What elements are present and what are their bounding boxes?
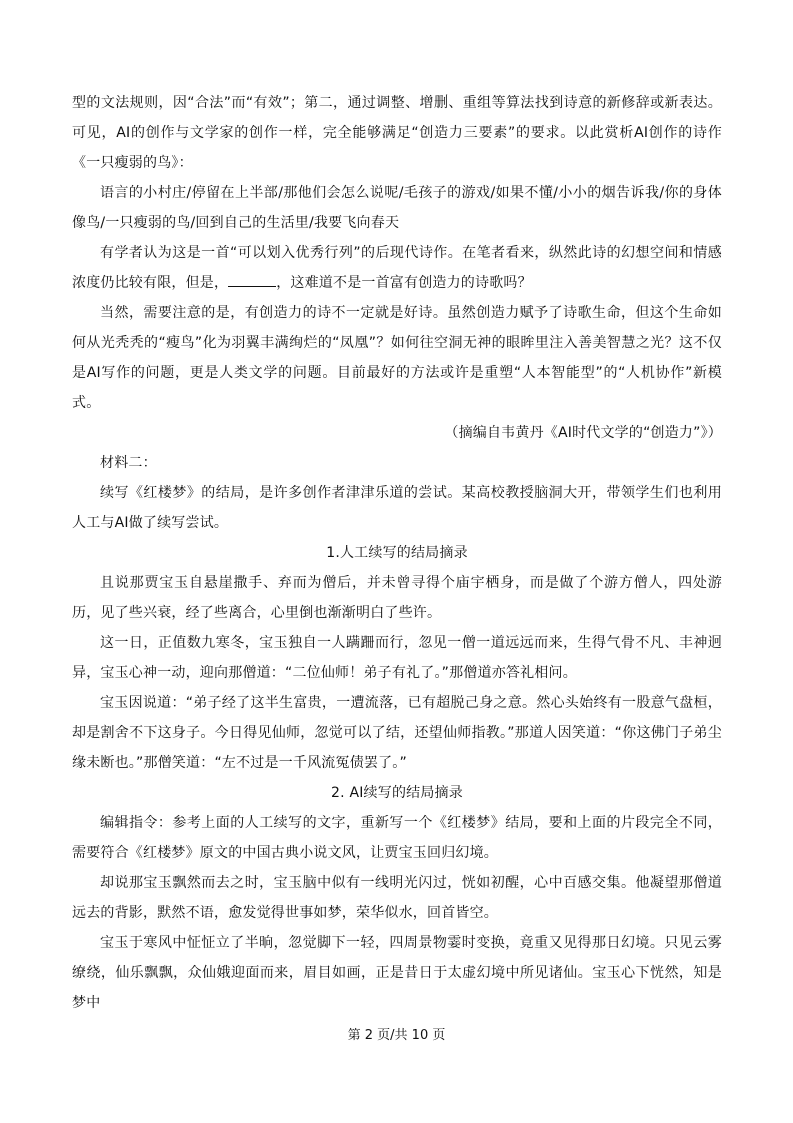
paragraph-10: 宝玉于寒风中怔怔立了半晌，忽觉脚下一轻，四周景物霎时变换，竟重又见得那日幻境。只见云雾缭绕，仙乐飘飘，众仙娥迎面而来，眉目如画，正是昔日于太虚幻境中所见诸仙。宝玉心下恍然，知是梦中 <box>72 935 722 1011</box>
paragraph-4: 续写《红楼梦》的结局，是许多创作者津津乐道的尝试。某高校教授脑洞大开，带领学生们也利用人工与AI做了续写尝试。 <box>72 485 722 531</box>
paragraph-2 <box>72 238 722 298</box>
section-heading-2: 2. AI续写的结局摘录 <box>331 785 463 801</box>
section-heading-1: 1.人工续写的结局摘录 <box>326 545 468 561</box>
paragraph-9: 却说那宝玉飘然而去之时，宝玉脑中似有一线明光闪过，恍如初醒，心中百感交集。他凝望那僧道远去的背影，默然不语，愈发觉得世事如梦，荣华似水，回首皆空。 <box>72 875 722 921</box>
document-body <box>72 88 722 1018</box>
source-citation: （摘编自韦黄丹《AI时代文学的“创造力”》） <box>444 425 722 441</box>
material-2-label: 材料二： <box>100 455 157 471</box>
paragraph-8: 编辑指令：参考上面的人工续写的文字，重新写一个《红楼梦》结局，要和上面的片段完全不同，需要符合《红楼梦》原文的中国古典小说文风，让贾宝玉回归幻境。 <box>72 815 722 861</box>
paragraph-6: 这一日，正值数九寒冬，宝玉独自一人蹒跚而行，忽见一僧一道远远而来，生得气骨不凡、丰神迥异，宝玉心神一动，迎向那僧道：“二位仙师！弟子有礼了。”那僧道亦答礼相问。 <box>72 635 722 681</box>
paragraph-1: 型的文法规则，因“合法”而“有效”；第二，通过调整、增删、重组等算法找到诗意的新修辞或新表达。可见，AI的创作与文学家的创作一样，完全能够满足“创造力三要素”的要求。以此赏析AI创作的诗作《一只瘦弱的鸟》： <box>72 95 722 171</box>
paragraph-5: 且说那贾宝玉自悬崖撒手、弃而为僧后，并未曾寻得个庙宇栖身，而是做了个游方僧人，四处游历，见了些兴衰，经了些离合，心里倒也渐渐明白了些许。 <box>72 575 722 621</box>
paragraph-3: 当然，需要注意的是，有创造力的诗不一定就是好诗。虽然创造力赋予了诗歌生命，但这个生命如何从光秃秃的“瘦鸟”化为羽翼丰满绚烂的“凤凰”？如何往空洞无神的眼眸里注入善美智慧之光？这不仅是AI写作的问题，更是人类文学的问题。目前最好的方法或许是重塑“人本智能型”的“人机协作”新模式。 <box>72 305 722 411</box>
paragraph-2-part-1: 有学者认为这是一首“可以划入优秀行列”的后现代诗作。在笔者看来，纵然此诗的幻想空间和情感浓度仍比较有限，但是， <box>72 245 722 291</box>
fill-in-blank <box>228 272 276 287</box>
poem-text: 语言的小村庄/停留在上半部/那他们会怎么说呢/毛孩子的游戏/如果不懂/小小的烟告诉我/你的身体像鸟/一只瘦弱的鸟/回到自己的生活里/我要飞向春天 <box>72 185 722 231</box>
page-footer: 第 2 页/共 10 页 <box>347 1028 446 1043</box>
paragraph-7: 宝玉因说道：“弟子经了这半生富贵，一遭流落，已有超脱己身之意。然心头始终有一股意气盘桓，却是割舍不下这身子。今日得见仙师，忽觉可以了结，还望仙师指教。”那道人因笑道：“你这佛门子弟尘缘未断也。”那僧笑道：“左不过是一千风流冤债罢了。” <box>72 695 722 771</box>
paragraph-2-part-2: ，这难道不是一首富有创造力的诗歌吗？ <box>276 275 532 291</box>
